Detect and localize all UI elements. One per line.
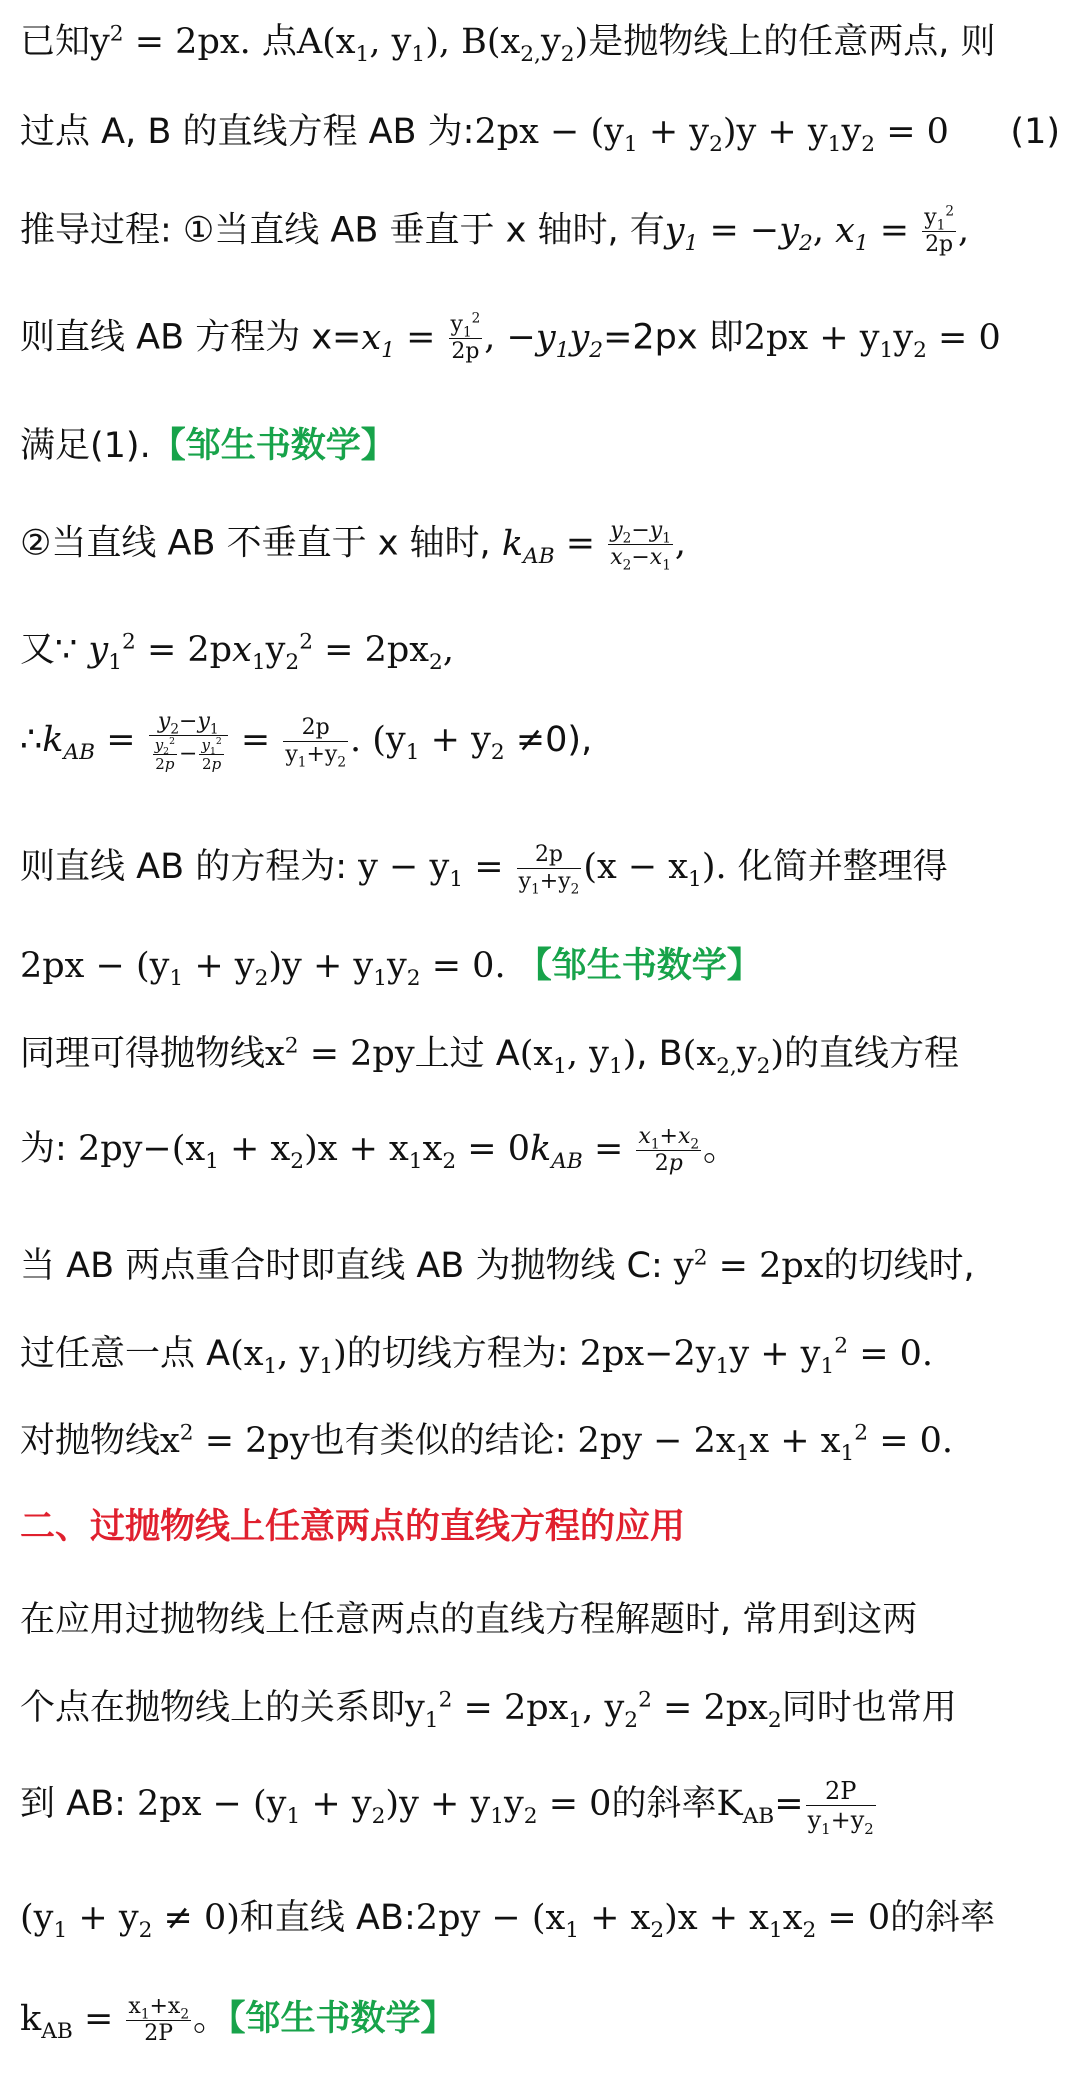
line-1: 已知$y^2 = 2px$. 点$A(x_1$, $y_1$), $B(x_{2,}y_2)$是抛物线上的任意两点, 则 [20, 21, 996, 67]
line-20: $(y_1 + y_2 \ne 0)$和直线 AB:2py − $(x_1 + x_2)x + x_1x_2 = 0$的斜率 [20, 1898, 996, 1943]
line-6: ②当直线 AB 不垂直于 x 轴时, $k_{AB}$ = $\frac{y_2-y_1}{x_2-x_1}$ , [20, 518, 687, 574]
watermark: 【邹生书数学】 [228, 1999, 456, 2039]
fraction: $\frac{2P}{y_1+y_2}$ [807, 1776, 874, 1838]
fraction: $\frac{x_1+x_2}{2p}$ [638, 1123, 700, 1176]
line-10: $2px - (y_1 + y_2)y + y_1y_2 = 0$. 【邹生书数学】 [20, 946, 762, 991]
fraction: $\frac{y_1^2}{2p}$ [450, 310, 481, 364]
line-13: 当 AB 两点重合时即直线 AB 为抛物线 C: $y^2 = 2px$的切线时, [20, 1245, 975, 1286]
fraction: $\frac{y_1^2}{2p}$ [924, 203, 954, 257]
line-8: $\therefore k_{AB}$ = $y_2-y_1$ $\frac{y_2^2}{2p}$ − $\frac{y_1^2}{2p}$ = $\frac{2p}{y_1+y_2}$ . $(y_1 + y_2 \ne 0)$, [20, 709, 593, 773]
watermark: 【邹生书数学】 [150, 426, 396, 466]
fraction: $\frac{x_1+x_2}{2P}$ [128, 1993, 190, 2046]
line-21: $k_{AB}$ = $\frac{x_1+x_2}{2P}$ 。【邹生书数学】 [20, 1993, 456, 2046]
line-12: 为: $2py-(x_1 + x_2)x + x_1x_2 = 0k_{AB}$ = $\frac{x_1+x_2}{2p}$ 。 [20, 1123, 739, 1176]
line-15: 对抛物线$x^2 = 2py$也有类似的结论: $2py - 2x_1x + x_1^2 = 0$. [20, 1420, 954, 1466]
line-19: 到 AB: $2px - (y_1 + y_2)y + y_1y_2 = 0$的斜率$K_{AB}=$ $\frac{2P}{y_1+y_2}$ [20, 1776, 874, 1838]
line-17: 在应用过抛物线上任意两点的直线方程解题时, 常用到这两 [20, 1600, 918, 1640]
line-2: 过点 A, B 的直线方程 AB 为:2px − $(y_1 + y_2)y + y_1y_2 = 0$ (1) [20, 108, 1066, 156]
fraction: $y_2-y_1$ $\frac{y_2^2}{2p}$ − $\frac{y_1^2}{2p}$ [149, 709, 228, 773]
fraction: $\frac{y_2-y_1}{x_2-x_1}$ [610, 518, 671, 574]
line-5: 满足(1).【邹生书数学】 [20, 426, 396, 466]
line-14: 过任意一点 $A(x_1$, $y_1$)的切线方程为: $2px-2y_1y + y_1^2 = 0$. [20, 1333, 934, 1379]
fraction: $\frac{2p}{y_1+y_2}$ [285, 714, 347, 770]
equation-number: (1) [1010, 112, 1060, 152]
line-4: 则直线 AB 方程为 $x=x_1$ = $\frac{y_1^2}{2p}$ , $-y_1y_2=2px$ 即$2px + y_1y_2 = 0$ [20, 310, 1001, 364]
watermark: 【邹生书数学】 [516, 946, 762, 986]
line-18: 个点在抛物线上的关系即$y_1^2 = 2px_1$, $y_2^2 = 2px_2$同时也常用 [20, 1687, 957, 1733]
line-3: 推导过程: ①当直线 AB 垂直于 x 轴时, 有$y_1 = -y_2$, $x_1$ = $\frac{y_1^2}{2p}$ , [20, 203, 970, 257]
line-9: 则直线 AB 的方程为: $y - y_1$ = $\frac{2p}{y_1+y_2}$ $(x - x_1)$. 化简并整理得 [20, 841, 948, 897]
line-11: 同理可得抛物线$x^2 = 2py$上过 $A(x_1$, $y_1$), $B(x_{2,}y_2)$的直线方程 [20, 1033, 960, 1079]
fraction: $\frac{2p}{y_1+y_2}$ [518, 841, 580, 897]
section-heading: 二、过抛物线上任意两点的直线方程的应用 [20, 1507, 686, 1547]
line-7: 又∵ $y_1^2 = 2px_1y_2^2 = 2px_2$, [20, 629, 454, 675]
